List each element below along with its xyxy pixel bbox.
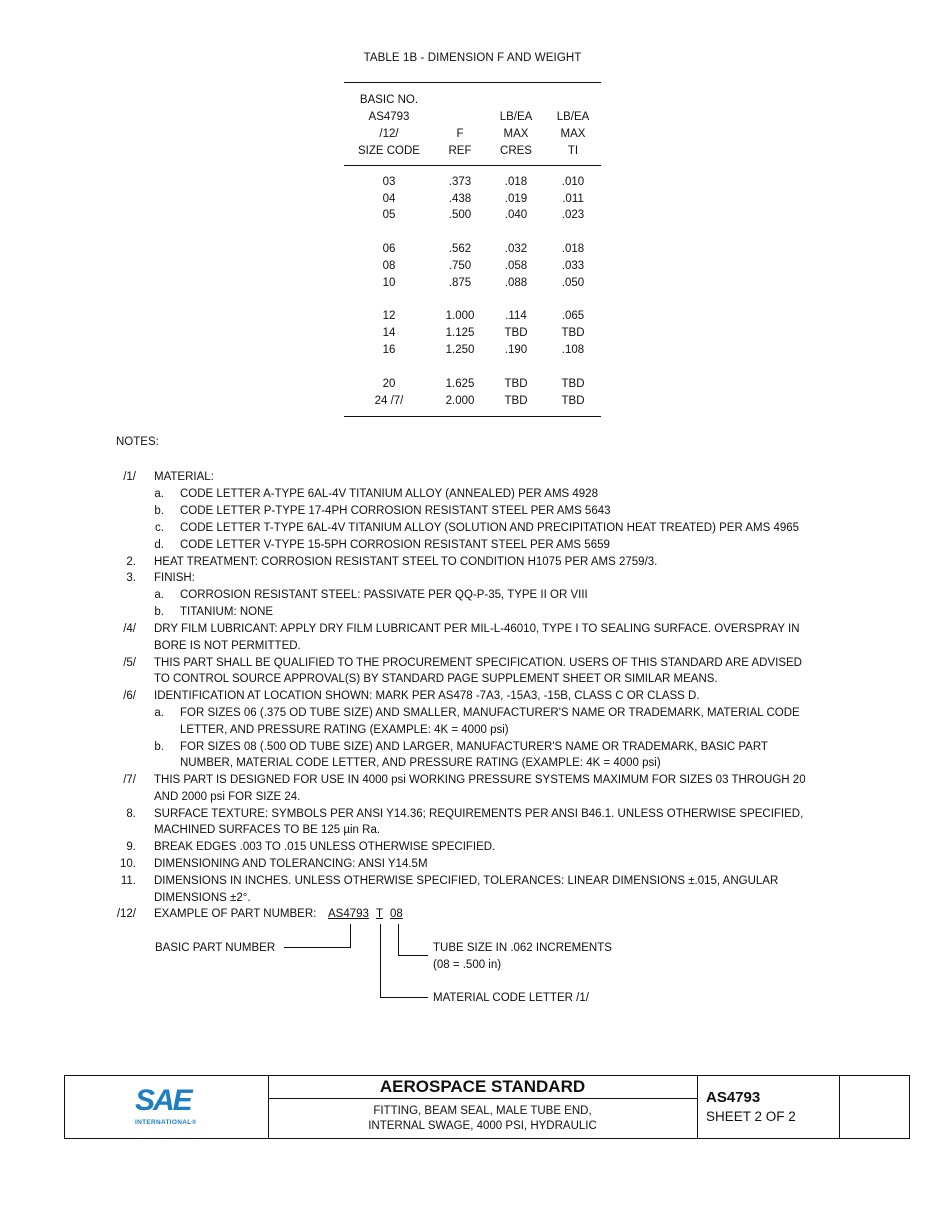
note-number: /5/ [123,657,136,669]
cell-ti: .018 [561,243,585,255]
cell-size: 20 [382,378,396,390]
leader-material-horizontal [380,997,428,998]
header-line: REF [448,145,472,157]
note-sub-letter: b. [154,606,164,618]
note-number: 9. [126,841,136,853]
header-line: AS4793 [368,111,410,123]
header-cres [486,109,546,160]
part-number-size: 08 [390,908,403,920]
leader-tube-horizontal [398,955,428,956]
note-text: FOR SIZES 06 (.375 OD TUBE SIZE) AND SMALLER, MANUFACTURER'S NAME OR TRADEMARK, MATERIAL CODE [180,707,800,719]
cell-ti: .050 [561,277,585,289]
cell-cres: .088 [504,277,528,289]
note-text: THIS PART SHALL BE QUALIFIED TO THE PROCUREMENT SPECIFICATION. USERS OF THIS STANDARD ARE ADVISED [154,657,802,669]
cell-size: 16 [382,344,396,356]
cell-f: .750 [448,260,472,272]
leader-basic-vertical [350,924,351,948]
standard-heading: AEROSPACE STANDARD [379,1077,586,1096]
note-text: TO CONTROL SOURCE APPROVAL(S) BY STANDARD PAGE SUPPLEMENT SHEET OR SIMILAR MEANS. [154,673,718,685]
sheet-number: SHEET 2 OF 2 [706,1109,796,1124]
table-title: TABLE 1B - DIMENSION F AND WEIGHT [363,52,582,64]
header-line: LB/EA [499,111,533,123]
cell-cres: TBD [504,327,528,339]
header-line: MAX [503,128,529,140]
sae-logo [105,1084,225,1132]
cell-size: 06 [382,243,396,255]
tube-size-label: TUBE SIZE IN .062 INCREMENTS [433,942,612,954]
cell-size: 14 [382,327,396,339]
cell-size: 10 [382,277,396,289]
note-text: CODE LETTER T-TYPE 6AL-4V TITANIUM ALLOY (SOLUTION AND PRECIPITATION HEAT TREATED) PER AMS 4965 [180,522,800,534]
part-description-line: FITTING, BEAM SEAL, MALE TUBE END, [373,1105,592,1117]
note-number: 8. [126,808,136,820]
cell-f: .875 [448,277,472,289]
note-sub-letter: a. [154,589,164,601]
note-text: TITANIUM: NONE [180,606,274,618]
cell-cres: TBD [504,378,528,390]
note-sub-letter: a. [154,707,164,719]
title-block-hdivider [268,1098,697,1099]
note-text: BREAK EDGES .003 TO .015 UNLESS OTHERWISE SPECIFIED. [154,841,496,853]
header-line: /12/ [379,128,399,140]
note-text: CODE LETTER A-TYPE 6AL-4V TITANIUM ALLOY (ANNEALED) PER AMS 4928 [180,488,598,500]
cell-ti: TBD [561,378,585,390]
table-top-rule [344,82,601,83]
cell-ti: .108 [561,344,585,356]
cell-cres: .190 [504,344,528,356]
sae-logo-subtext [135,1119,197,1126]
header-line: TI [567,145,579,157]
cell-ti: .065 [561,310,585,322]
sae-logo-sub: INTERNATIONAL [135,1119,192,1126]
cell-ti: .010 [561,176,585,188]
note-text: HEAT TREATMENT: CORROSION RESISTANT STEEL TO CONDITION H1075 PER AMS 2759/3. [154,556,658,568]
cell-size: 03 [382,176,396,188]
note-text: SURFACE TEXTURE: SYMBOLS PER ANSI Y14.36; REQUIREMENTS PER ANSI B46.1. UNLESS OTHERWISE SPECIFIED, [154,808,804,820]
sae-logo-mark: SAE [135,1084,191,1117]
cell-cres: .040 [504,209,528,221]
note-sub-letter: b. [154,741,164,753]
leader-material-vertical [380,924,381,998]
note-text: LETTER, AND PRESSURE RATING (EXAMPLE: 4K = 4000 psi) [180,724,509,736]
cell-size: 12 [382,310,396,322]
cell-cres: .018 [504,176,528,188]
note-text: MACHINED SURFACES TO BE 125 µin Ra. [154,824,381,836]
part-number-code: T [376,908,384,920]
leader-basic-horizontal [284,947,351,948]
sae-logo-reg: ® [191,1119,197,1126]
document-number: AS4793 [706,1089,761,1106]
cell-cres: .019 [504,193,528,205]
note-sub-letter: c. [155,522,164,534]
cell-f: 1.250 [445,344,475,356]
note-text: AND 2000 psi FOR SIZE 24. [154,791,301,803]
part-description [268,1104,697,1134]
note-number: /1/ [123,471,136,483]
cell-cres: .032 [504,243,528,255]
cell-ti: .011 [562,193,584,205]
note-number: 2. [126,556,136,568]
header-line: F [456,128,464,140]
header-line: CRES [500,145,532,157]
header-line: SIZE CODE [358,145,420,157]
cell-size: 05 [382,209,396,221]
note-sub-letter: a. [154,488,164,500]
leader-tube-vertical [398,924,399,956]
part-number-basic: AS4793 [328,908,369,920]
table-bottom-rule [344,416,601,417]
note-text: FOR SIZES 08 (.500 OD TUBE SIZE) AND LARGER, MANUFACTURER'S NAME OR TRADEMARK, BASIC PART [180,741,768,753]
note-text: CORROSION RESISTANT STEEL: PASSIVATE PER QQ-P-35, TYPE II OR VIII [180,589,588,601]
cell-cres: .114 [505,310,527,322]
cell-f: 2.000 [445,395,475,407]
cell-cres: .058 [504,260,528,272]
basic-part-number-label: BASIC PART NUMBER [155,942,276,954]
note-text: DIMENSIONS ±2°. [154,892,251,904]
header-line: BASIC NO. [359,94,419,106]
header-size-code [344,92,434,160]
header-f-ref [430,126,490,160]
cell-size: 24 /7/ [374,395,404,407]
cell-ti: .033 [561,260,585,272]
note-text: IDENTIFICATION AT LOCATION SHOWN: MARK PER AS478 -7A3, -15A3, -15B, CLASS C OR CLASS D. [154,690,700,702]
note-number: 3. [126,572,136,584]
note-text: DIMENSIONING AND TOLERANCING: ANSI Y14.5M [154,858,428,870]
table-header-rule [344,165,601,166]
note-text: BORE IS NOT PERMITTED. [154,640,301,652]
title-block [64,1075,910,1139]
cell-f: .562 [448,243,472,255]
cell-ti: TBD [561,327,585,339]
part-description-line: INTERNAL SWAGE, 4000 PSI, HYDRAULIC [368,1120,597,1132]
part-number-label: EXAMPLE OF PART NUMBER: [154,908,317,920]
title-block-divider [697,1076,698,1138]
cell-f: 1.000 [445,310,475,322]
title-block-divider [839,1076,840,1138]
cell-f: 1.625 [445,378,475,390]
note-text: DIMENSIONS IN INCHES. UNLESS OTHERWISE SPECIFIED, TOLERANCES: LINEAR DIMENSIONS ±.015, ANGULAR [154,875,779,887]
tube-size-example: (08 = .500 in) [433,959,502,971]
note-number: /7/ [123,774,136,786]
notes-heading: NOTES: [116,436,159,448]
note-number: /6/ [123,690,136,702]
header-line: MAX [560,128,586,140]
cell-f: .373 [448,176,472,188]
note-text: THIS PART IS DESIGNED FOR USE IN 4000 psi WORKING PRESSURE SYSTEMS MAXIMUM FOR SIZES 03 THROUGH 20 [154,774,806,786]
cell-f: .438 [448,193,472,205]
material-code-label: MATERIAL CODE LETTER /1/ [433,992,589,1004]
note-number: 10. [120,858,136,870]
cell-ti: .023 [561,209,585,221]
note-text: DRY FILM LUBRICANT: APPLY DRY FILM LUBRICANT PER MIL-L-46010, TYPE I TO SEALING SURFACE. OVERSPRAY IN [154,623,800,635]
cell-f: .500 [448,209,472,221]
cell-f: 1.125 [445,327,475,339]
note-text: CODE LETTER P-TYPE 17-4PH CORROSION RESISTANT STEEL PER AMS 5643 [180,505,611,517]
cell-size: 04 [382,193,396,205]
note-number: 11. [120,875,136,887]
note-sub-letter: d. [154,539,164,551]
note-number: /12/ [116,908,136,920]
note-text: FINISH: [154,572,195,584]
header-ti [543,109,603,160]
note-number: /4/ [123,623,136,635]
note-sub-letter: b. [154,505,164,517]
note-text: CODE LETTER V-TYPE 15-5PH CORROSION RESISTANT STEEL PER AMS 5659 [180,539,610,551]
note-text: NUMBER, MATERIAL CODE LETTER, AND PRESSURE RATING (EXAMPLE: 4K = 4000 psi) [180,757,661,769]
header-line: LB/EA [556,111,590,123]
cell-ti: TBD [561,395,585,407]
cell-cres: TBD [504,395,528,407]
cell-size: 08 [382,260,396,272]
note-text: MATERIAL: [154,471,214,483]
